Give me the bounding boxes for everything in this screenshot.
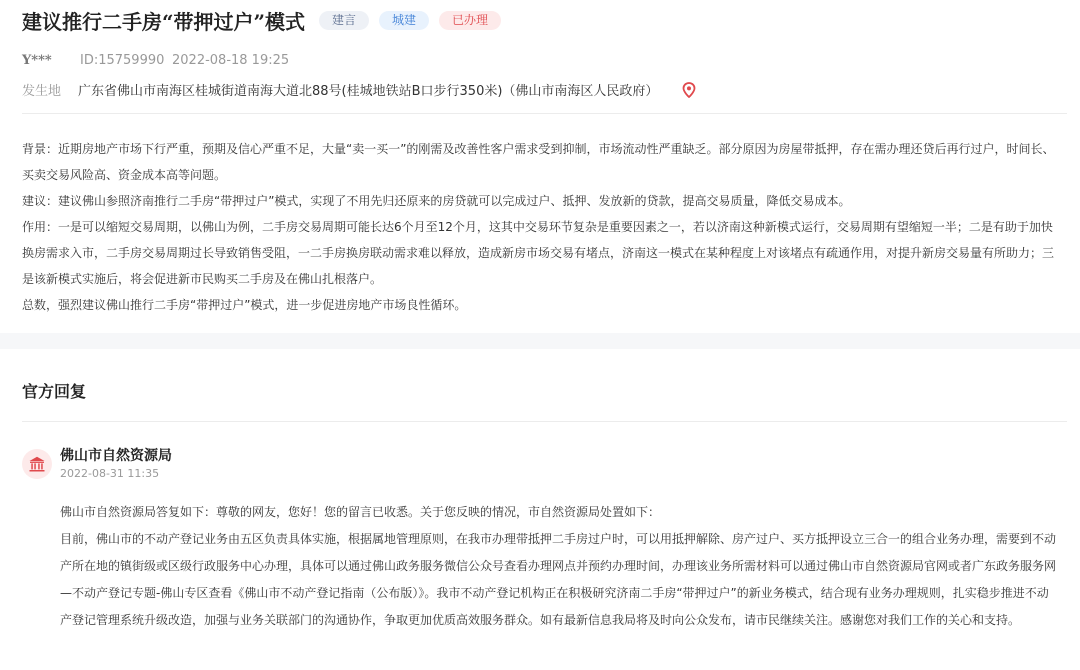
reply-department: 佛山市自然资源局 xyxy=(60,448,172,464)
tag-category[interactable]: 建言 xyxy=(319,11,369,30)
location-row xyxy=(22,80,696,99)
author-name: Y*** xyxy=(22,53,52,68)
divider xyxy=(22,421,1067,422)
reply-body: 目前，佛山市的不动产登记业务由五区负责具体实施，根据属地管理原则，在我市办理带抵押二手房过户时，可以用抵押解除、房产过户、买方抵押设立三合一的组合业务办理，需要到不动产所在地的镇街级或区级行政服务中心办理，具体可以通过佛山政务服务微信公众号查看办理网点并预约办理时间，办理该业务所需材料可以通过佛山市自然资源局官网或者广东政务服务网—不动产登记专题-佛山专区查看《佛山市不动产登记指南（公布版）》。我市不动产登记机构正在积极研究济南二手房“带押过户”的新业务模式，结合现有业务办理规则，扎实稳步推进不动产登记管理系统升级改造，加强与业务关联部门的沟通协作，争取更加优质高效服务群众。如有最新信息我局将及时向公众发布，请市民继续关注。感谢您对我们工作的关心和支持。 xyxy=(60,532,1057,627)
content-suggestion: 建议：建议佛山参照济南推行二手房“带押过户”模式，实现了不用先归还原来的房贷就可以完成过户、抵押、发放新的贷款，提高交易质量，降低交易成本。 xyxy=(22,194,851,208)
status-badge: 已办理 xyxy=(439,11,501,30)
location-text: 广东省佛山市南海区桂城街道南海大道北88号(桂城地铁站B口步行350米)（佛山市南海区人民政府） xyxy=(78,84,659,99)
post-datetime: 2022-08-18 19:25 xyxy=(172,53,290,68)
reply-greeting: 佛山市自然资源局答复如下：尊敬的网友，您好！您的留言已收悉。关于您反映的情况，市自然资源局处置如下： xyxy=(60,505,661,519)
location-pin-icon[interactable] xyxy=(682,82,696,98)
location-label: 发生地 xyxy=(22,84,62,99)
section-gap xyxy=(0,333,1080,349)
tag-field[interactable]: 城建 xyxy=(379,11,429,30)
content-effect: 作用：一是可以缩短交易周期，以佛山为例，二手房交易周期可能长达6个月至12个月，这其中交易环节复杂是重要因素之一，若以济南这种新模式运行，交易周期有望缩短一半；二是有助于加快换房需求入市，二手房交易周期过长导致销售受阻，一二手房换房联动需求难以释放，造成新房市场交易有堵点，济南这一模式在某种程度上对该堵点有疏通作用，对提升新房交易量有所助力；三是该新模式实施后，将会促进新市民购买二手房及在佛山扎根落户。 xyxy=(22,220,1055,286)
content-summary: 总数，强烈建议佛山推行二手房“带押过户”模式，进一步促进房地产市场良性循环。 xyxy=(22,298,467,312)
title-row xyxy=(22,6,501,35)
page-title: 建议推行二手房“带押过户”模式 xyxy=(22,10,306,34)
post-id: ID:15759990 xyxy=(80,53,165,68)
divider xyxy=(22,113,1067,114)
post-meta xyxy=(22,53,289,68)
post-content xyxy=(22,136,1062,318)
reply-content xyxy=(60,499,1060,634)
reply-section-title: 官方回复 xyxy=(22,382,87,401)
reply-datetime: 2022-08-31 11:35 xyxy=(60,467,160,480)
official-reply-section xyxy=(0,349,1080,670)
government-building-icon xyxy=(22,449,52,479)
content-background: 背景：近期房地产市场下行严重，预期及信心严重不足，大量“卖一买一”的刚需及改善性客户需求受到抑制，市场流动性严重缺乏。部分原因为房屋带抵押，存在需办理还贷后再行过户，时间长、买卖交易风险高、资金成本高等问题。 xyxy=(22,142,1055,182)
post-section xyxy=(0,0,1080,333)
